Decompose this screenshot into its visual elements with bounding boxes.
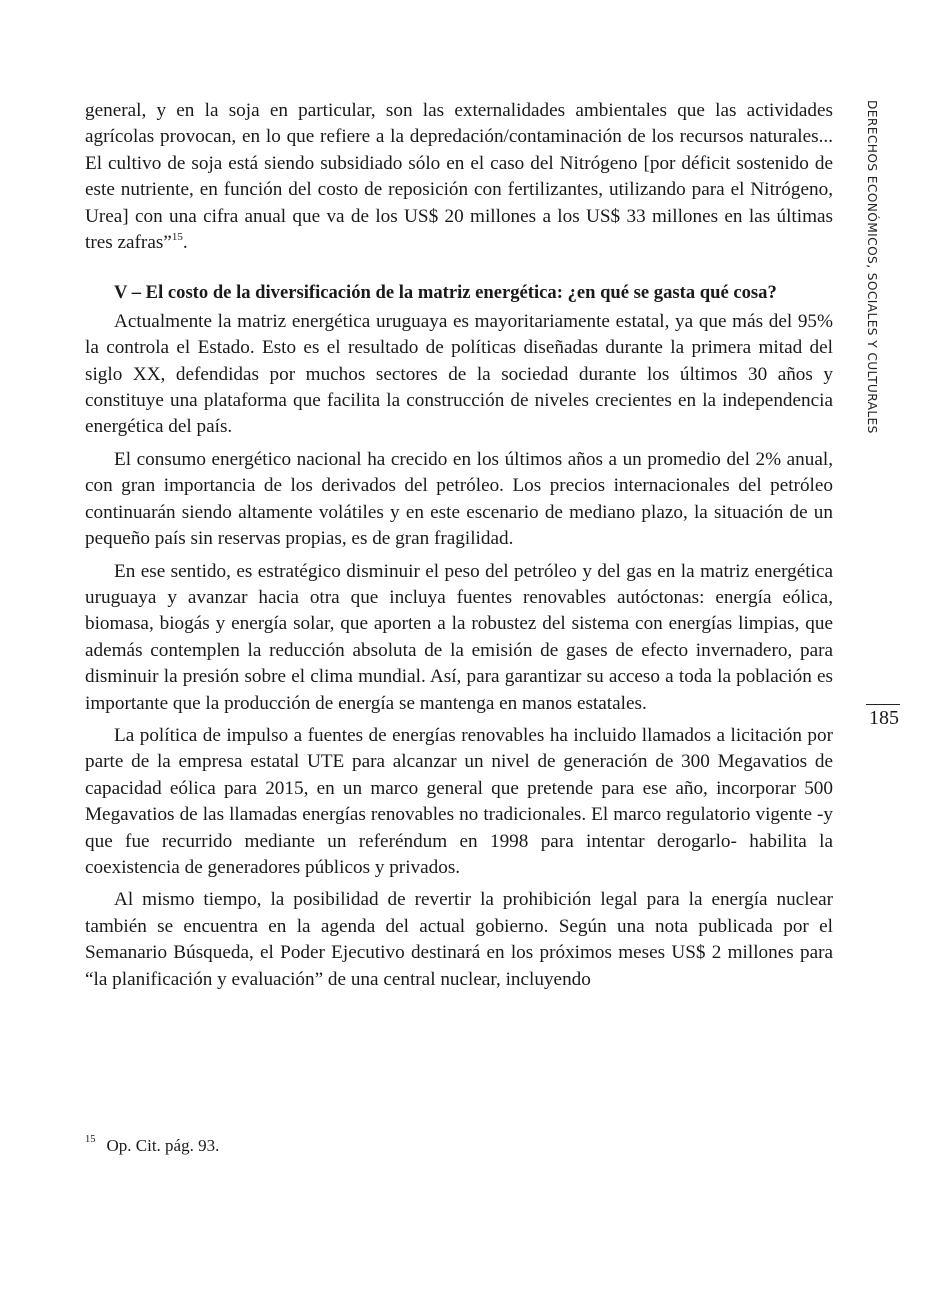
opening-paragraph	[85, 98, 833, 256]
running-side-title	[865, 100, 889, 440]
opening-paragraph-end: .	[182, 232, 188, 254]
footnote	[85, 1134, 219, 1156]
footnote-text: Op. Cit. pág. 93.	[106, 1136, 220, 1155]
paragraph: El consumo energético nacional ha crecido en los últimos años a un promedio del 2% anual, con gran importancia de los derivados del petróleo. Los precios internacionales del petróleo continuarán siendo altamente volátiles y en este escenario de mediano plazo, la situación de un pequeño país sin reservas propias, es de gran fragilidad.	[85, 448, 833, 550]
paragraph: En ese sentido, es estratégico disminuir el peso del petróleo y del gas en la matriz energética uruguaya y avanzar hacia otra que incluya fuentes renovables autóctonas: energía eólica, biomasa, biogás y energía solar, que aporten a la robustez del sistema con energías limpias, que además contemplen la reducción absoluta de la emisión de gases de efecto invernadero, para disminuir la presión sobre el clima mundial. Así, para garantizar su acceso a toda la población es importante que la producción de energía se mantenga en manos estatales.	[85, 560, 833, 714]
paragraph: Actualmente la matriz energética uruguaya es mayoritariamente estatal, ya que más del 95% la controla el Estado. Esto es el resultado de políticas diseñadas durante la primera mitad del siglo XX, defendidas por muchos sectores de la sociedad durante los últimos 30 años y constituye una plataforma que facilita la construcción de niveles crecientes en la independencia energética del país.	[85, 310, 833, 438]
footnote-number: 15	[85, 1134, 96, 1145]
side-title-text: DERECHOS ECONÓMICOS, SOCIALES Y CULTURALES	[865, 100, 879, 434]
section-heading: V – El costo de la diversificación de la matriz energética: ¿en qué se gasta qué cosa?	[114, 282, 777, 304]
paragraph: La política de impulso a fuentes de energías renovables ha incluido llamados a licitación por parte de la empresa estatal UTE para alcanzar un nivel de generación de 300 Megavatios de capacidad eólica para 2015, en un marco general que pretende para ese año, incorporar 500 Megavatios de las llamadas energías renovables no tradicionales. El marco regulatorio vigente -y que fue recurrido mediante un referéndum en 1998 para intentar derogarlo- habilita la coexistencia de generadores públicos y privados.	[85, 724, 833, 878]
page-number-rule	[866, 704, 900, 705]
paragraph: Al mismo tiempo, la posibilidad de revertir la prohibición legal para la energía nuclear también se encuentra en la agenda del actual gobierno. Según una nota publicada por el Semanario Búsqueda, el Poder Ejecutivo destinará en los próximos meses US$ 2 millones para “la planificación y evaluación” de una central nuclear, incluyendo	[85, 889, 833, 990]
page-number: 185	[869, 707, 899, 729]
footnote-reference: 15	[171, 231, 183, 244]
opening-paragraph-text: general, y en la soja en particular, son las externalidades ambientales que las actividades agrícolas provocan, en lo que refiere a la depredación/contaminación de los recursos naturales... El cultivo de soja está siendo subsidiado sólo en el caso del Nitrógeno [por déficit sostenido de este nutriente, en función del costo de reposición con fertilizantes, utilizando para el Nitrógeno, Urea] con una cifra anual que va de los US$ 20 millones a los US$ 33 millones en las últimas tres zafras”	[85, 100, 833, 254]
body-text	[85, 98, 833, 993]
